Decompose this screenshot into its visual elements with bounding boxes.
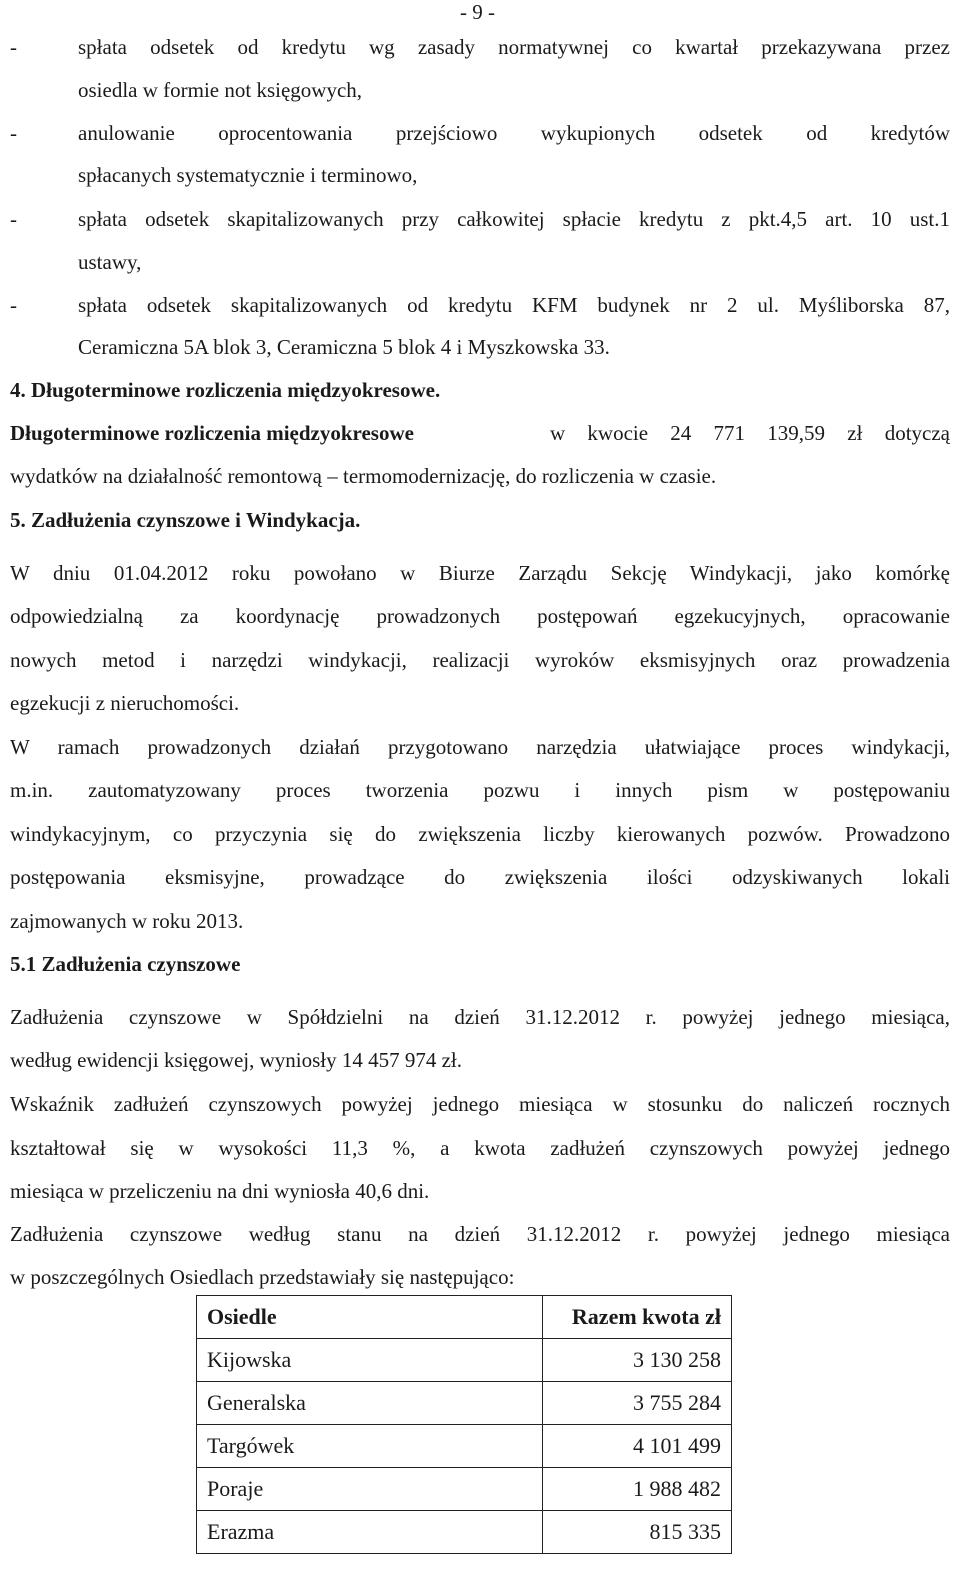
paragraph-line: odpowiedzialną za koordynację prowadzonych postępowań egzekucyjnych, opracowanie <box>10 604 950 628</box>
table-row <box>197 1339 732 1382</box>
table-cell: 3 755 284 <box>543 1382 732 1425</box>
paragraph-line: wydatków na działalność remontową – termomodernizację, do rozliczenia w czasie. <box>10 464 717 488</box>
paragraph-line: windykacyjnym, co przyczynia się do zwiększenia liczby kierowanych pozwów. Prowadzono <box>10 822 950 846</box>
paragraph-line: egzekucji z nieruchomości. <box>10 691 240 715</box>
table-cell: 4 101 499 <box>543 1425 732 1468</box>
subsection-heading: 5.1 Zadłużenia czynszowe <box>10 952 241 976</box>
table-cell: 815 335 <box>543 1511 732 1554</box>
paragraph-line: nowych metod i narzędzi windykacji, realizacji wyroków eksmisyjnych oraz prowadzenia <box>10 648 950 672</box>
bullet-marker: - <box>10 35 17 59</box>
paragraph-line: zajmowanych w roku 2013. <box>10 909 244 933</box>
paragraph-line: w poszczególnych Osiedlach przedstawiały się następująco: <box>10 1265 515 1289</box>
bullet-marker: - <box>10 121 17 145</box>
paragraph-line: W ramach prowadzonych działań przygotowano narzędzia ułatwiające proces windykacji, <box>10 735 950 759</box>
table-cell: 3 130 258 <box>543 1339 732 1382</box>
table-cell: Generalska <box>197 1382 543 1425</box>
list-item: spłata odsetek skapitalizowanych od kredytu KFM budynek nr 2 ul. Myśliborska 87, <box>78 293 950 317</box>
bullet-marker: - <box>10 207 17 231</box>
list-item: anulowanie oprocentowania przejściowo wykupionych odsetek od kredytów <box>78 121 950 145</box>
paragraph-line <box>10 421 950 446</box>
table-cell: 1 988 482 <box>543 1468 732 1511</box>
paragraph-line: W dniu 01.04.2012 roku powołano w Biurze Zarządu Sekcję Windykacji, jako komórkę <box>10 561 950 585</box>
paragraph-line: postępowania eksmisyjne, prowadzące do zwiększenia ilości odzyskiwanych lokali <box>10 865 950 889</box>
line-rest: w kwocie 24 771 139,59 zł dotyczą <box>550 421 950 445</box>
debt-table <box>196 1295 732 1554</box>
table-cell: Targówek <box>197 1425 543 1468</box>
bullet-marker: - <box>10 293 17 317</box>
list-item-continuation: Ceramiczna 5A blok 3, Ceramiczna 5 blok 4 i Myszkowska 33. <box>78 335 610 359</box>
table-cell: Poraje <box>197 1468 543 1511</box>
paragraph-line: według ewidencji księgowej, wyniosły 14 457 974 zł. <box>10 1048 463 1072</box>
bold-lead: Długoterminowe rozliczenia międzyokresowe <box>10 421 414 445</box>
header-cell-amount: Razem kwota zł <box>543 1296 732 1339</box>
table-cell: Erazma <box>197 1511 543 1554</box>
table-row <box>197 1468 732 1511</box>
paragraph-line: Wskaźnik zadłużeń czynszowych powyżej jednego miesiąca w stosunku do naliczeń rocznych <box>10 1092 950 1116</box>
paragraph-line: m.in. zautomatyzowany proces tworzenia pozwu i innych pism w postępowaniu <box>10 778 950 802</box>
page-number: - 9 - <box>460 0 495 24</box>
table-row <box>197 1511 732 1554</box>
list-item: spłata odsetek skapitalizowanych przy całkowitej spłacie kredytu z pkt.4,5 art. 10 ust.1 <box>78 207 950 231</box>
list-item-continuation: osiedla w formie not księgowych, <box>78 78 363 102</box>
section-heading: 5. Zadłużenia czynszowe i Windykacja. <box>10 508 361 532</box>
header-cell-osiedle: Osiedle <box>197 1296 543 1339</box>
paragraph-line: miesiąca w przeliczeniu na dni wyniosła 40,6 dni. <box>10 1179 430 1203</box>
list-item-continuation: spłacanych systematycznie i terminowo, <box>78 163 418 187</box>
table-row <box>197 1425 732 1468</box>
paragraph-line: Zadłużenia czynszowe według stanu na dzień 31.12.2012 r. powyżej jednego miesiąca <box>10 1222 950 1246</box>
table-header-row <box>197 1296 732 1339</box>
paragraph-line: Zadłużenia czynszowe w Spółdzielni na dzień 31.12.2012 r. powyżej jednego miesiąca, <box>10 1005 950 1029</box>
table-cell: Kijowska <box>197 1339 543 1382</box>
section-heading: 4. Długoterminowe rozliczenia międzyokresowe. <box>10 378 441 402</box>
list-item: spłata odsetek od kredytu wg zasady normatywnej co kwartał przekazywana przez <box>78 35 950 59</box>
paragraph-line: kształtował się w wysokości 11,3 %, a kwota zadłużeń czynszowych powyżej jednego <box>10 1136 950 1160</box>
list-item-continuation: ustawy, <box>78 250 142 274</box>
table-row <box>197 1382 732 1425</box>
